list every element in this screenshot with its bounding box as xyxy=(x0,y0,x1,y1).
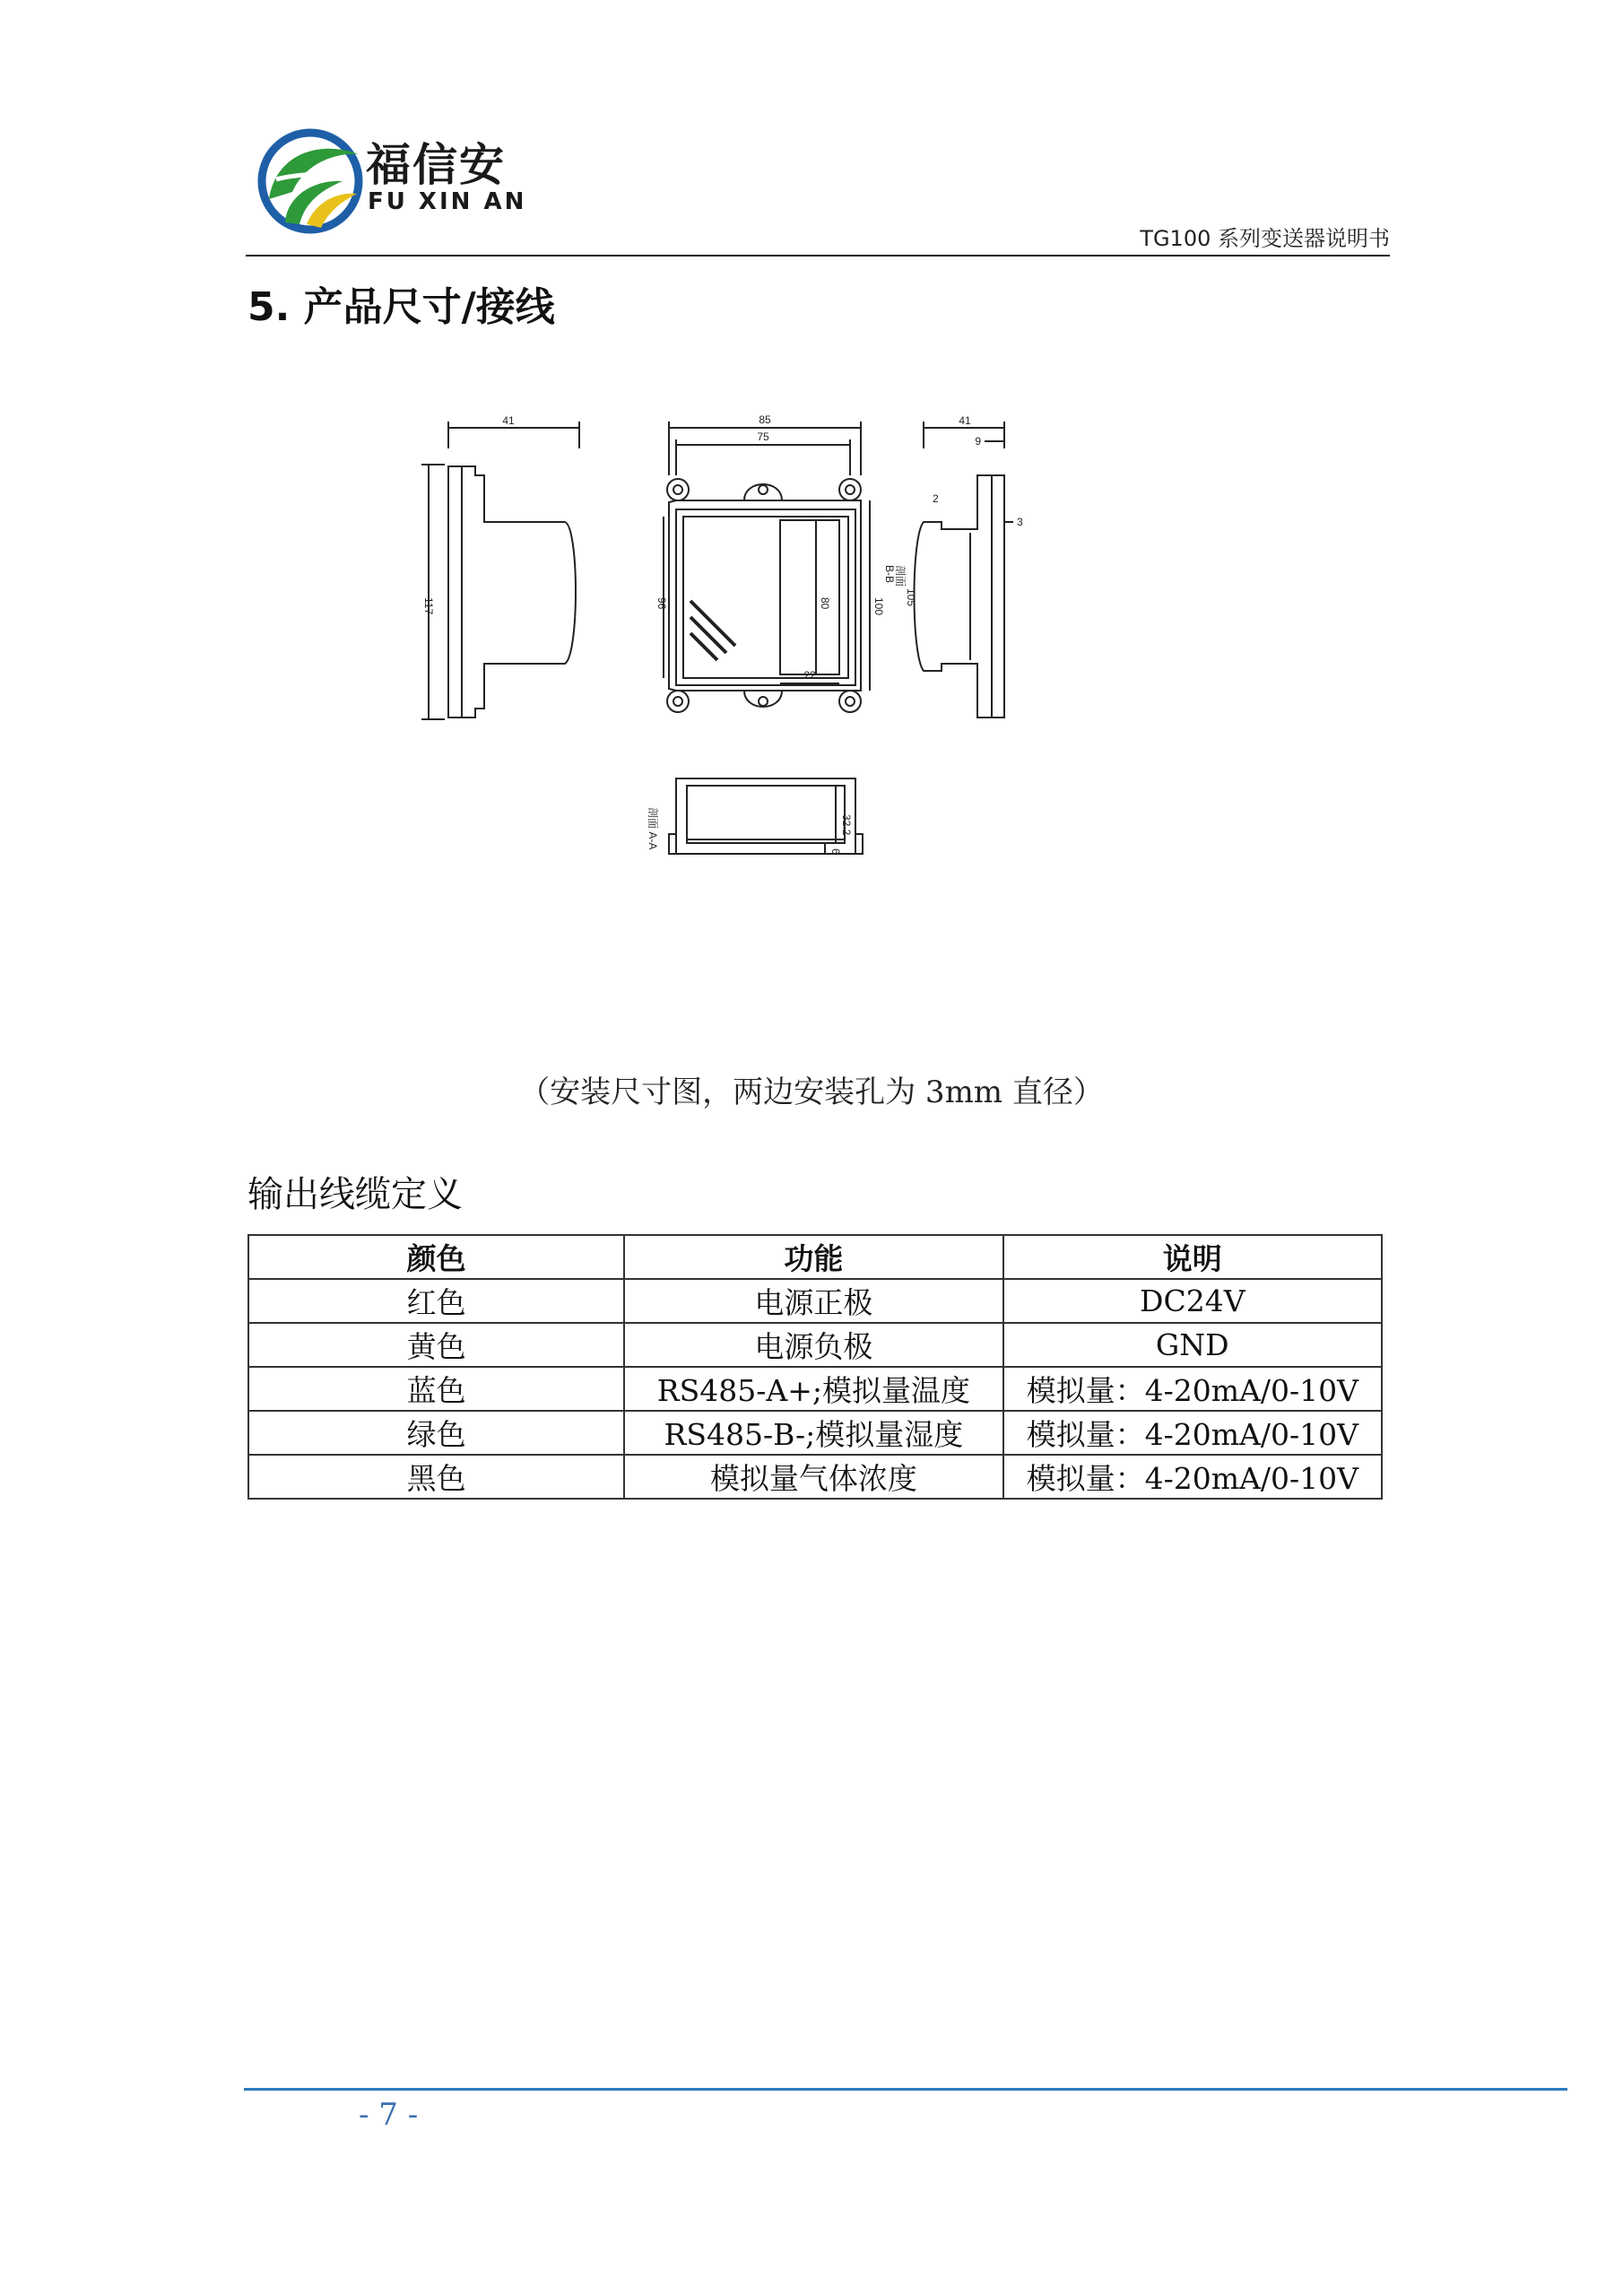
wiring-table xyxy=(247,1234,1383,1500)
table-cell: 黑色 xyxy=(248,1455,624,1499)
section-b-label: B-B xyxy=(883,565,896,584)
dim-side-depth: 41 xyxy=(502,414,515,427)
brand-name-en: FU XIN AN xyxy=(368,188,527,215)
table-row xyxy=(248,1411,1382,1455)
table-cell: 电源正极 xyxy=(624,1279,1002,1323)
dim-front-outer-width: 85 xyxy=(759,413,771,426)
table-row xyxy=(248,1279,1382,1323)
dim-right-top: 9 xyxy=(975,435,981,448)
table-cell: 模拟量：4-20mA/0-10V xyxy=(1003,1455,1382,1499)
logo-leaf-icon xyxy=(249,117,375,242)
dim-right-depth: 41 xyxy=(959,414,971,427)
table-cell: 黄色 xyxy=(248,1323,624,1367)
dim-inner-height: 80 xyxy=(819,597,831,610)
footer-divider xyxy=(244,2088,1567,2091)
dim-front-height: 96 xyxy=(655,597,668,610)
brand-name-cn: 福信安 xyxy=(366,139,506,191)
table-cell: GND xyxy=(1003,1323,1382,1367)
column-header: 功能 xyxy=(624,1235,1002,1279)
section-view-b xyxy=(915,422,1014,718)
section-a-label: 剖面 A-A xyxy=(647,807,659,850)
table-cell: 模拟量气体浓度 xyxy=(624,1455,1002,1499)
dim-right-wall: 3 xyxy=(1017,516,1023,528)
drawing-caption: （安装尺寸图，两边安装孔为 3mm 直径） xyxy=(519,1074,1104,1110)
dim-total-height: 100 xyxy=(872,597,885,616)
table-cell: RS485-A+;模拟量温度 xyxy=(624,1367,1002,1411)
column-header: 颜色 xyxy=(248,1235,624,1279)
dim-front-inner-width: 75 xyxy=(757,430,769,443)
dim-right-small: 2 xyxy=(933,492,939,505)
header-divider xyxy=(246,255,1390,257)
table-row xyxy=(248,1455,1382,1499)
front-view xyxy=(664,422,870,712)
table-cell: 模拟量：4-20mA/0-10V xyxy=(1003,1411,1382,1455)
table-cell: RS485-B-;模拟量湿度 xyxy=(624,1411,1002,1455)
table-cell: 红色 xyxy=(248,1279,624,1323)
page-number: - 7 - xyxy=(359,2097,419,2133)
dimension-drawing xyxy=(421,386,1211,1049)
dim-bottom-height: 32.2 xyxy=(840,814,853,836)
table-header-row xyxy=(248,1235,1382,1279)
dim-bottom-base: 6 xyxy=(829,848,842,855)
table-cell: 电源负极 xyxy=(624,1323,1002,1367)
section-view-a xyxy=(669,778,863,854)
dim-side-height: 117 xyxy=(422,597,435,615)
table-cell: 绿色 xyxy=(248,1411,624,1455)
table-row xyxy=(248,1323,1382,1367)
column-header: 说明 xyxy=(1003,1235,1382,1279)
table-cell: DC24V xyxy=(1003,1279,1382,1323)
section-b-caption: 剖面 xyxy=(894,565,907,587)
document-title: TG100 系列变送器说明书 xyxy=(1140,226,1390,251)
side-view xyxy=(421,422,579,719)
table-row xyxy=(248,1367,1382,1411)
dim-label-window: 22 xyxy=(803,669,816,682)
section-b-ref: 105 xyxy=(905,588,917,607)
wiring-title: 输出线缆定义 xyxy=(247,1174,463,1215)
table-cell: 蓝色 xyxy=(248,1367,624,1411)
section-title: 5. 产品尺寸/接线 xyxy=(247,284,555,330)
company-logo xyxy=(249,117,626,242)
table-cell: 模拟量：4-20mA/0-10V xyxy=(1003,1367,1382,1411)
